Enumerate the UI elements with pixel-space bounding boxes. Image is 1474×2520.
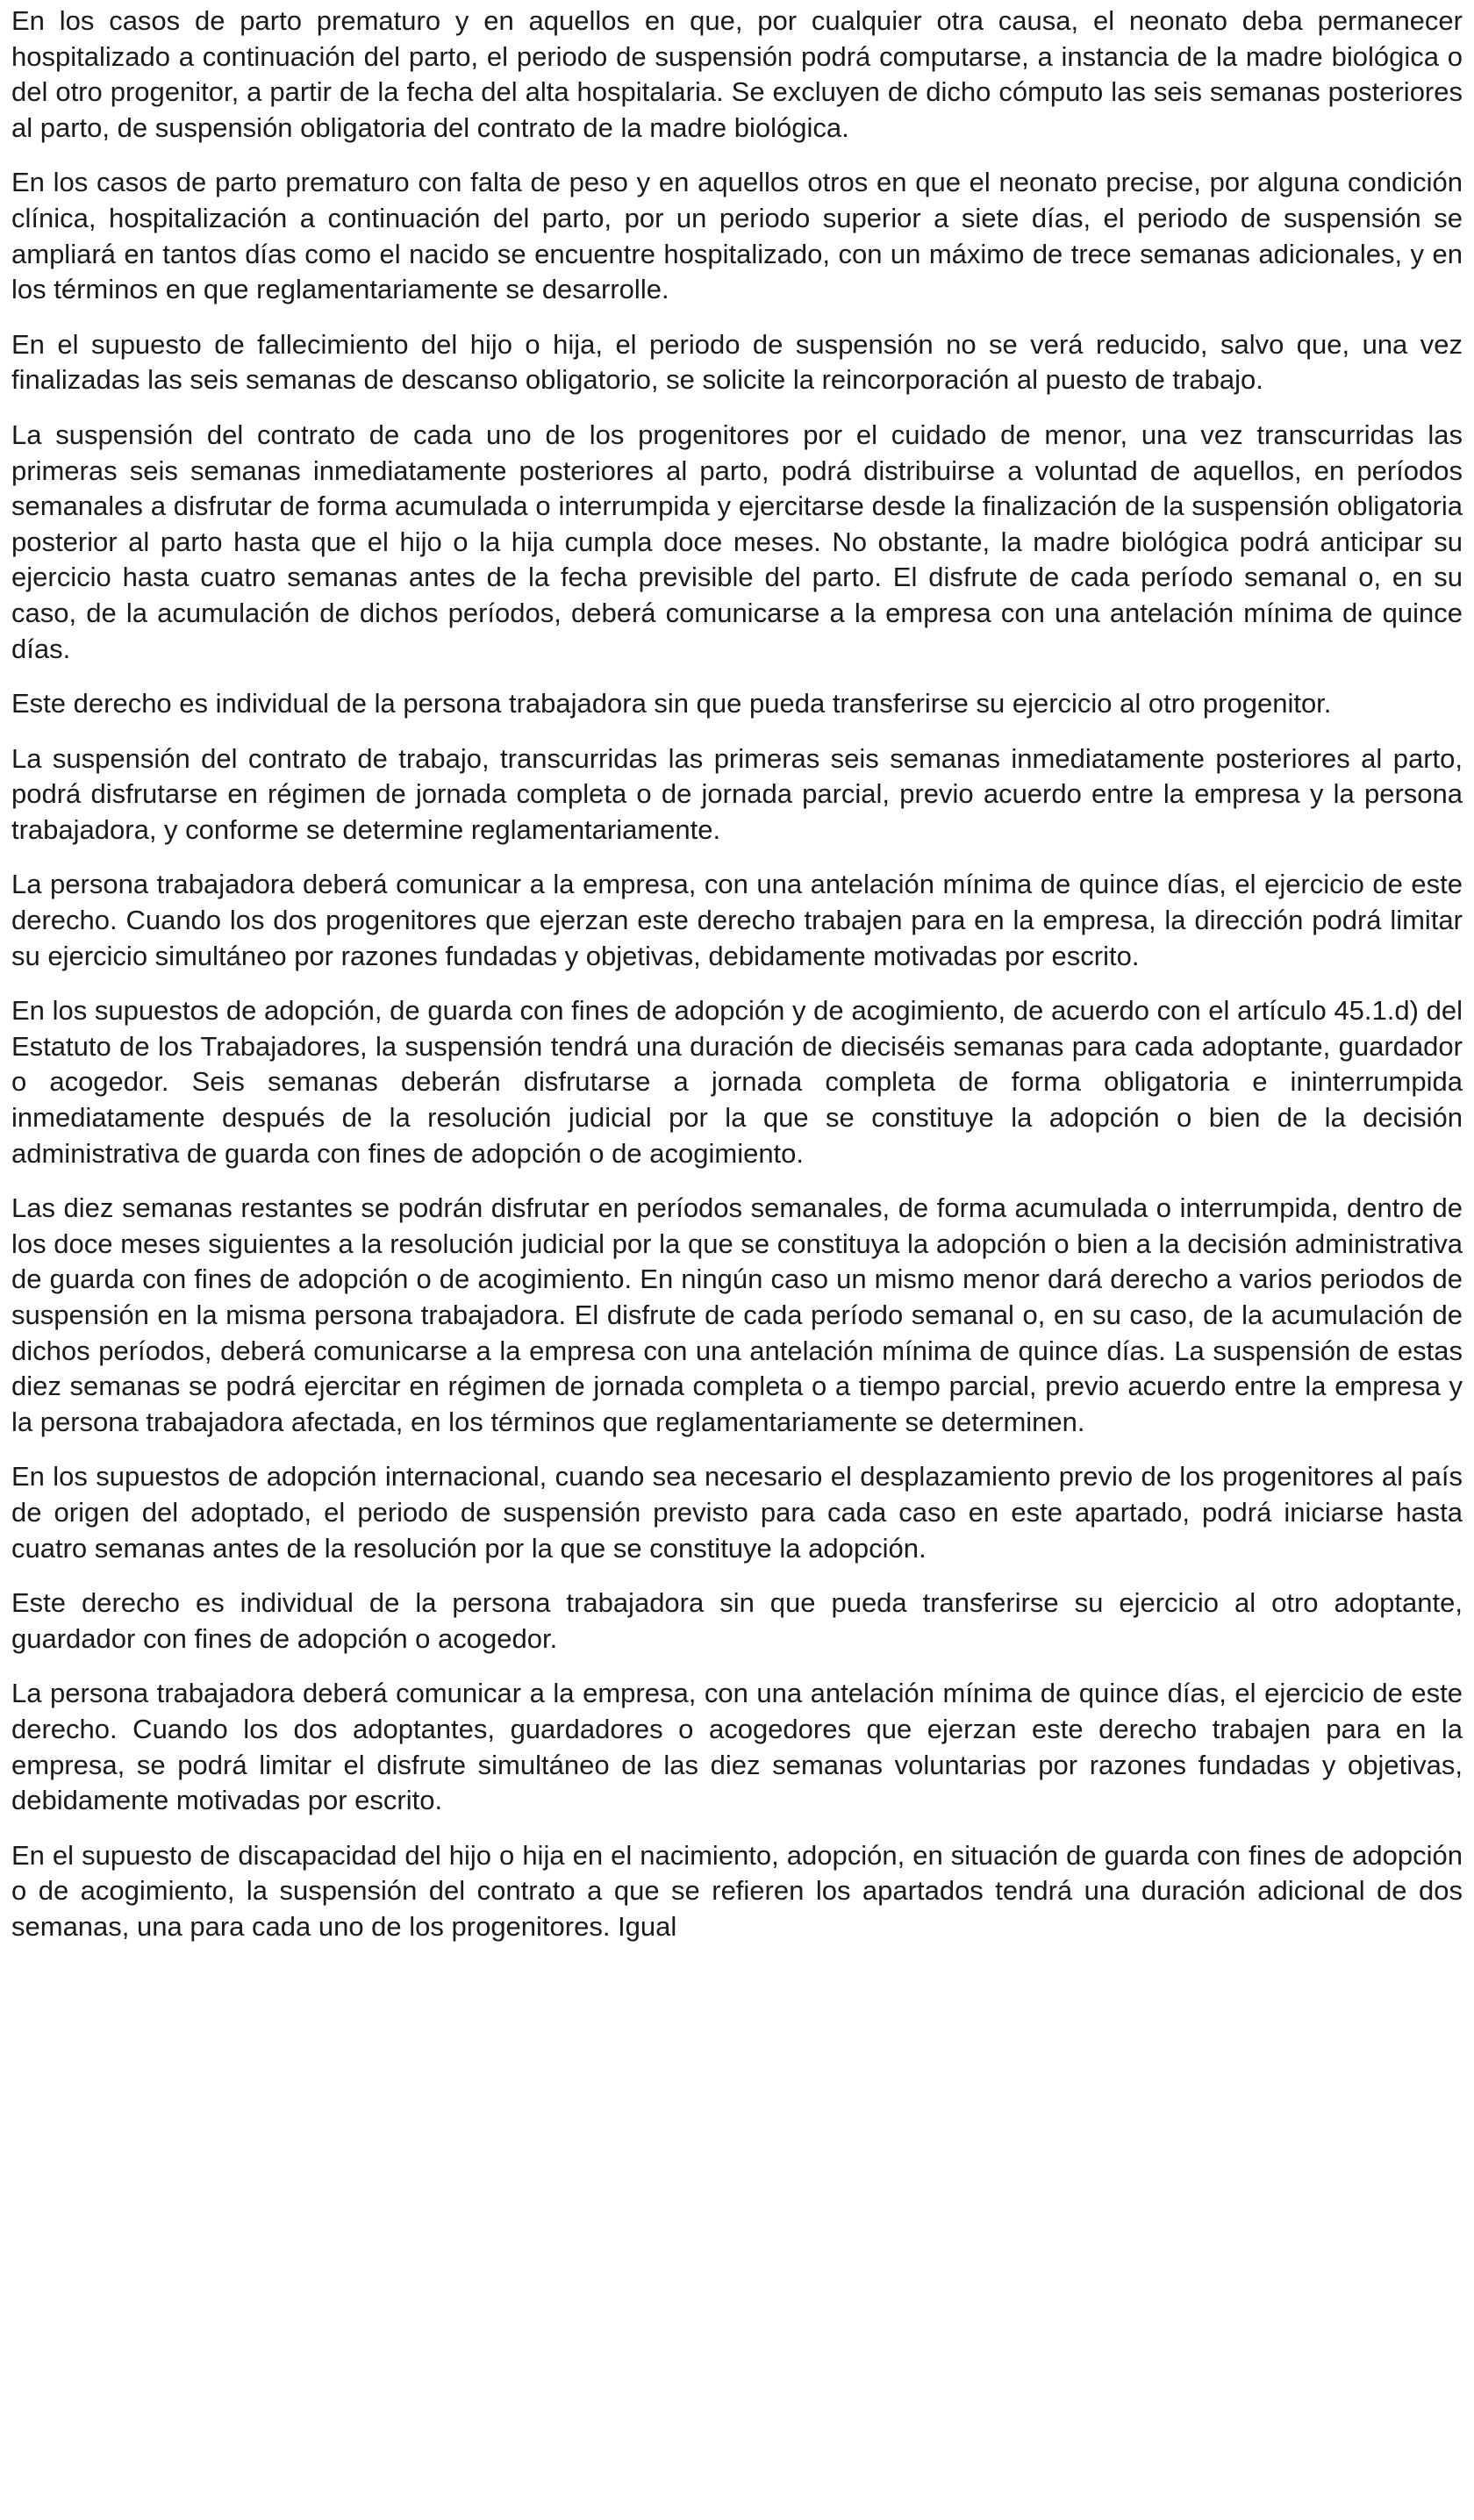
paragraph-individual-right-adopter: Este derecho es individual de la persona trabajadora sin que pueda transferirse su ejercicio al otro adoptante, guardador con fines de adopción o acogedor.	[11, 1587, 1463, 1654]
paragraph-international-adoption: En los supuestos de adopción internacional, cuando sea necesario el desplazamiento previo de los progenitores al país de origen del adoptado, el periodo de suspensión previsto para cada caso en este apartado, podrá iniciarse hasta cuatro semanas antes de la resolución por la que se constituye la adopción.	[11, 1461, 1463, 1564]
paragraph-notice-adopters: La persona trabajadora deberá comunicar a la empresa, con una antelación mínima de quince días, el ejercicio de este derecho. Cuando los dos adoptantes, guardadores o acogedores que ejerzan este derecho trabajen para en la empresa, se podrá limitar el disfrute simultáneo de las diez semanas voluntarias por razones fundadas y objetivas, debidamente motivadas por escrito.	[11, 1678, 1463, 1816]
document-page	[11, 4, 1463, 1945]
paragraph-full-or-part-time: La suspensión del contrato de trabajo, transcurridas las primeras seis semanas inmediatamente posteriores al parto, podrá disfrutarse en régimen de jornada completa o de jornada parcial, previo acuerdo entre la empresa y la persona trabajadora, y conforme se determine reglamentariamente.	[11, 742, 1463, 845]
paragraph-distribution-of-suspension: La suspensión del contrato de cada uno de los progenitores por el cuidado de menor, una vez transcurridas las primeras seis semanas inmediatamente posteriores al parto, podrá distribuirse a voluntad de aquellos, en períodos semanales a disfrutar de forma acumulada o interrumpida y ejercitarse desde la finalización de la suspensión obligatoria posterior al parto hasta que el hijo o la hija cumpla doce meses. No obstante, la madre biológica podrá anticipar su ejercicio hasta cuatro semanas antes de la fecha previsible del parto. El disfrute de cada período semanal o, en su caso, de la acumulación de dichos períodos, deberá comunicarse a la empresa con una antelación mínima de quince días.	[11, 419, 1463, 664]
paragraph-child-death: En el supuesto de fallecimiento del hijo o hija, el periodo de suspensión no se verá reducido, salvo que, una vez finalizadas las seis semanas de descanso obligatorio, se solicite la reincorporación al puesto de trabajo.	[11, 328, 1463, 396]
paragraph-premature-birth-hospitalization: En los casos de parto prematuro y en aquellos en que, por cualquier otra causa, el neonato deba permanecer hospitalizado a continuación del parto, el periodo de suspensión podrá computarse, a instancia de la madre biológica o del otro progenitor, a partir de la fecha del alta hospitalaria. Se excluyen de dicho cómputo las seis semanas posteriores al parto, de suspensión obligatoria del contrato de la madre biológica.	[11, 5, 1463, 143]
paragraph-individual-right-progenitor: Este derecho es individual de la persona trabajadora sin que pueda transferirse su ejercicio al otro progenitor.	[11, 688, 1332, 719]
paragraph-adoption-guardianship: En los supuestos de adopción, de guarda con fines de adopción y de acogimiento, de acuerdo con el artículo 45.1.d) del Estatuto de los Trabajadores, la suspensión tendrá una duración de dieciséis semanas para cada adoptante, guardador o acogedor. Seis semanas deberán disfrutarse a jornada completa de forma obligatoria e ininterrumpida inmediatamente después de la resolución judicial por la que se constituye la adopción o bien de la decisión administrativa de guarda con fines de adopción o de acogimiento.	[11, 995, 1463, 1169]
paragraph-remaining-ten-weeks: Las diez semanas restantes se podrán disfrutar en períodos semanales, de forma acumulada o interrumpida, dentro de los doce meses siguientes a la resolución judicial por la que se constituya la adopción o bien a la decisión administrativa de guarda con fines de adopción o de acogimiento. En ningún caso un mismo menor dará derecho a varios periodos de suspensión en la misma persona trabajadora. El disfrute de cada período semanal o, en su caso, de la acumulación de dichos períodos, deberá comunicarse a la empresa con una antelación mínima de quince días. La suspensión de estas diez semanas se podrá ejercitar en régimen de jornada completa o a tiempo parcial, previo acuerdo entre la empresa y la persona trabajadora afectada, en los términos que reglamentariamente se determinen.	[11, 1192, 1463, 1437]
paragraph-premature-low-weight: En los casos de parto prematuro con falta de peso y en aquellos otros en que el neonato precise, por alguna condición clínica, hospitalización a continuación del parto, por un periodo superior a siete días, el periodo de suspensión se ampliará en tantos días como el nacido se encuentre hospitalizado, con un máximo de trece semanas adicionales, y en los términos en que reglamentariamente se desarrolle.	[11, 167, 1463, 305]
paragraph-notice-progenitors: La persona trabajadora deberá comunicar a la empresa, con una antelación mínima de quince días, el ejercicio de este derecho. Cuando los dos progenitores que ejerzan este derecho trabajen para en la empresa, la dirección podrá limitar su ejercicio simultáneo por razones fundadas y objetivas, debidamente motivadas por escrito.	[11, 869, 1463, 971]
paragraph-disability: En el supuesto de discapacidad del hijo o hija en el nacimiento, adopción, en situación de guarda con fines de adopción o de acogimiento, la suspensión del contrato a que se refieren los apartados tendrá una duración adicional de dos semanas, una para cada uno de los progenitores. Igual	[11, 1839, 1463, 1942]
